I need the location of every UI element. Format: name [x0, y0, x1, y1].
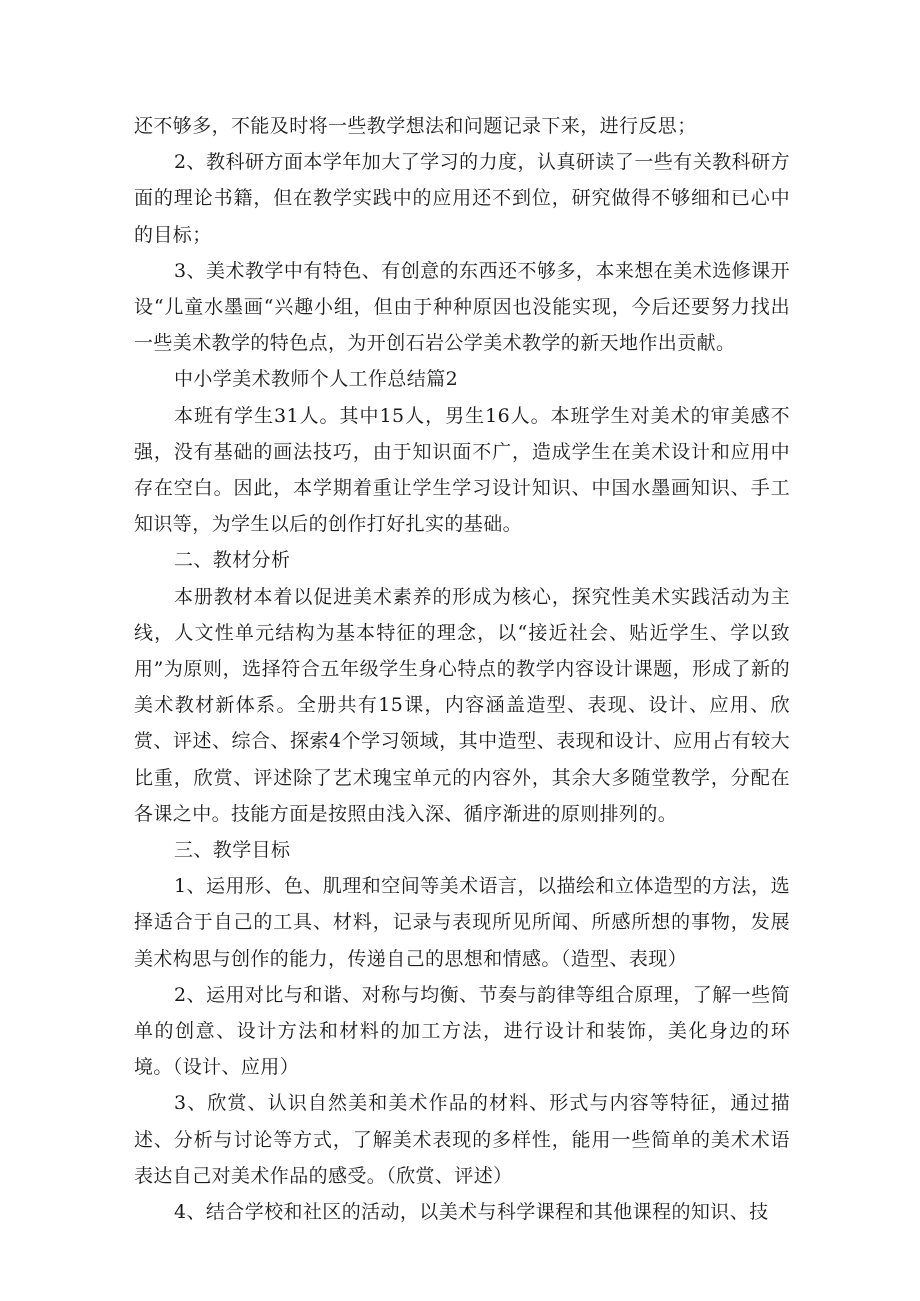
paragraph-goal-1: 1、运用形、色、肌理和空间等美术语言，以描绘和立体造型的方法，选择适合于自己的工具、材料，记录与表现所见所闻、所感所想的事物，发展美术构思与创作的能力，传递自己的思想和情感。（造型、表现） [134, 875, 790, 970]
paragraph-textbook-analysis: 本册教材本着以促进美术素养的形成为核心，探究性美术实践活动为主线，人文性单元结构为基本特征的理念，以“接近社会、贴近学生、学以致用”为原则，选择符合五年级学生身心特点的教学内容设计课题，形成了新的美术教材新体系。全册共有15课，内容涵盖造型、表现、设计、应用、欣赏、评述、综合、探索4个学习领域，其中造型、表现和设计、应用占有较大比重，欣赏、评述除了艺术瑰宝单元的内容外，其余大多随堂教学，分配在各课之中。技能方面是按照由浅入深、循序渐进的原则排列的。 [134, 585, 790, 825]
paragraph-item-3: 3、美术教学中有特色、有创意的东西还不够多，本来想在美术选修课开设“儿童水墨画“兴趣小组，但由于种种原因也没能实现，今后还要努力找出一些美术教学的特色点，为开创石岩公学美术教学的新天地作出贡献。 [134, 259, 790, 355]
heading-textbook-analysis: 二、教材分析 [174, 549, 291, 572]
section-title: 中小学美术教师个人工作总结篇2 [174, 368, 459, 391]
paragraph-goal-3: 3、欣赏、认识自然美和美术作品的材料、形式与内容等特征，通过描述、分析与讨论等方式，了解美术表现的多样性，能用一些简单的美术术语表达自己对美术作品的感受。（欣赏、评述） [134, 1092, 790, 1187]
heading-teaching-goals: 三、教学目标 [174, 839, 291, 862]
paragraph-item-2: 2、教科研方面本学年加大了学习的力度，认真研读了一些有关教科研方面的理论书籍，但在教学实践中的应用还不到位，研究做得不够细和已心中的目标； [134, 151, 790, 246]
paragraph-goal-2: 2、运用对比与和谐、对称与均衡、节奏与韵律等组合原理，了解一些简单的创意、设计方法和材料的加工方法，进行设计和装饰，美化身边的环境。（设计、应用） [134, 983, 790, 1079]
paragraph-continuation: 还不够多，不能及时将一些教学想法和问题记录下来，进行反思； [134, 115, 697, 137]
paragraph-class-info: 本班有学生31人。其中15人，男生16人。本班学生对美术的审美感不强，没有基础的画法技巧，由于知识面不广，造成学生在美术设计和应用中存在空白。因此，本学期着重让学生学习设计知识、中国水墨画知识、手工知识等，为学生以后的创作打好扎实的基础。 [134, 404, 790, 536]
document-body [134, 108, 790, 1230]
paragraph-goal-4: 4、结合学校和社区的活动，以美术与科学课程和其他课程的知识、技 [174, 1201, 769, 1224]
